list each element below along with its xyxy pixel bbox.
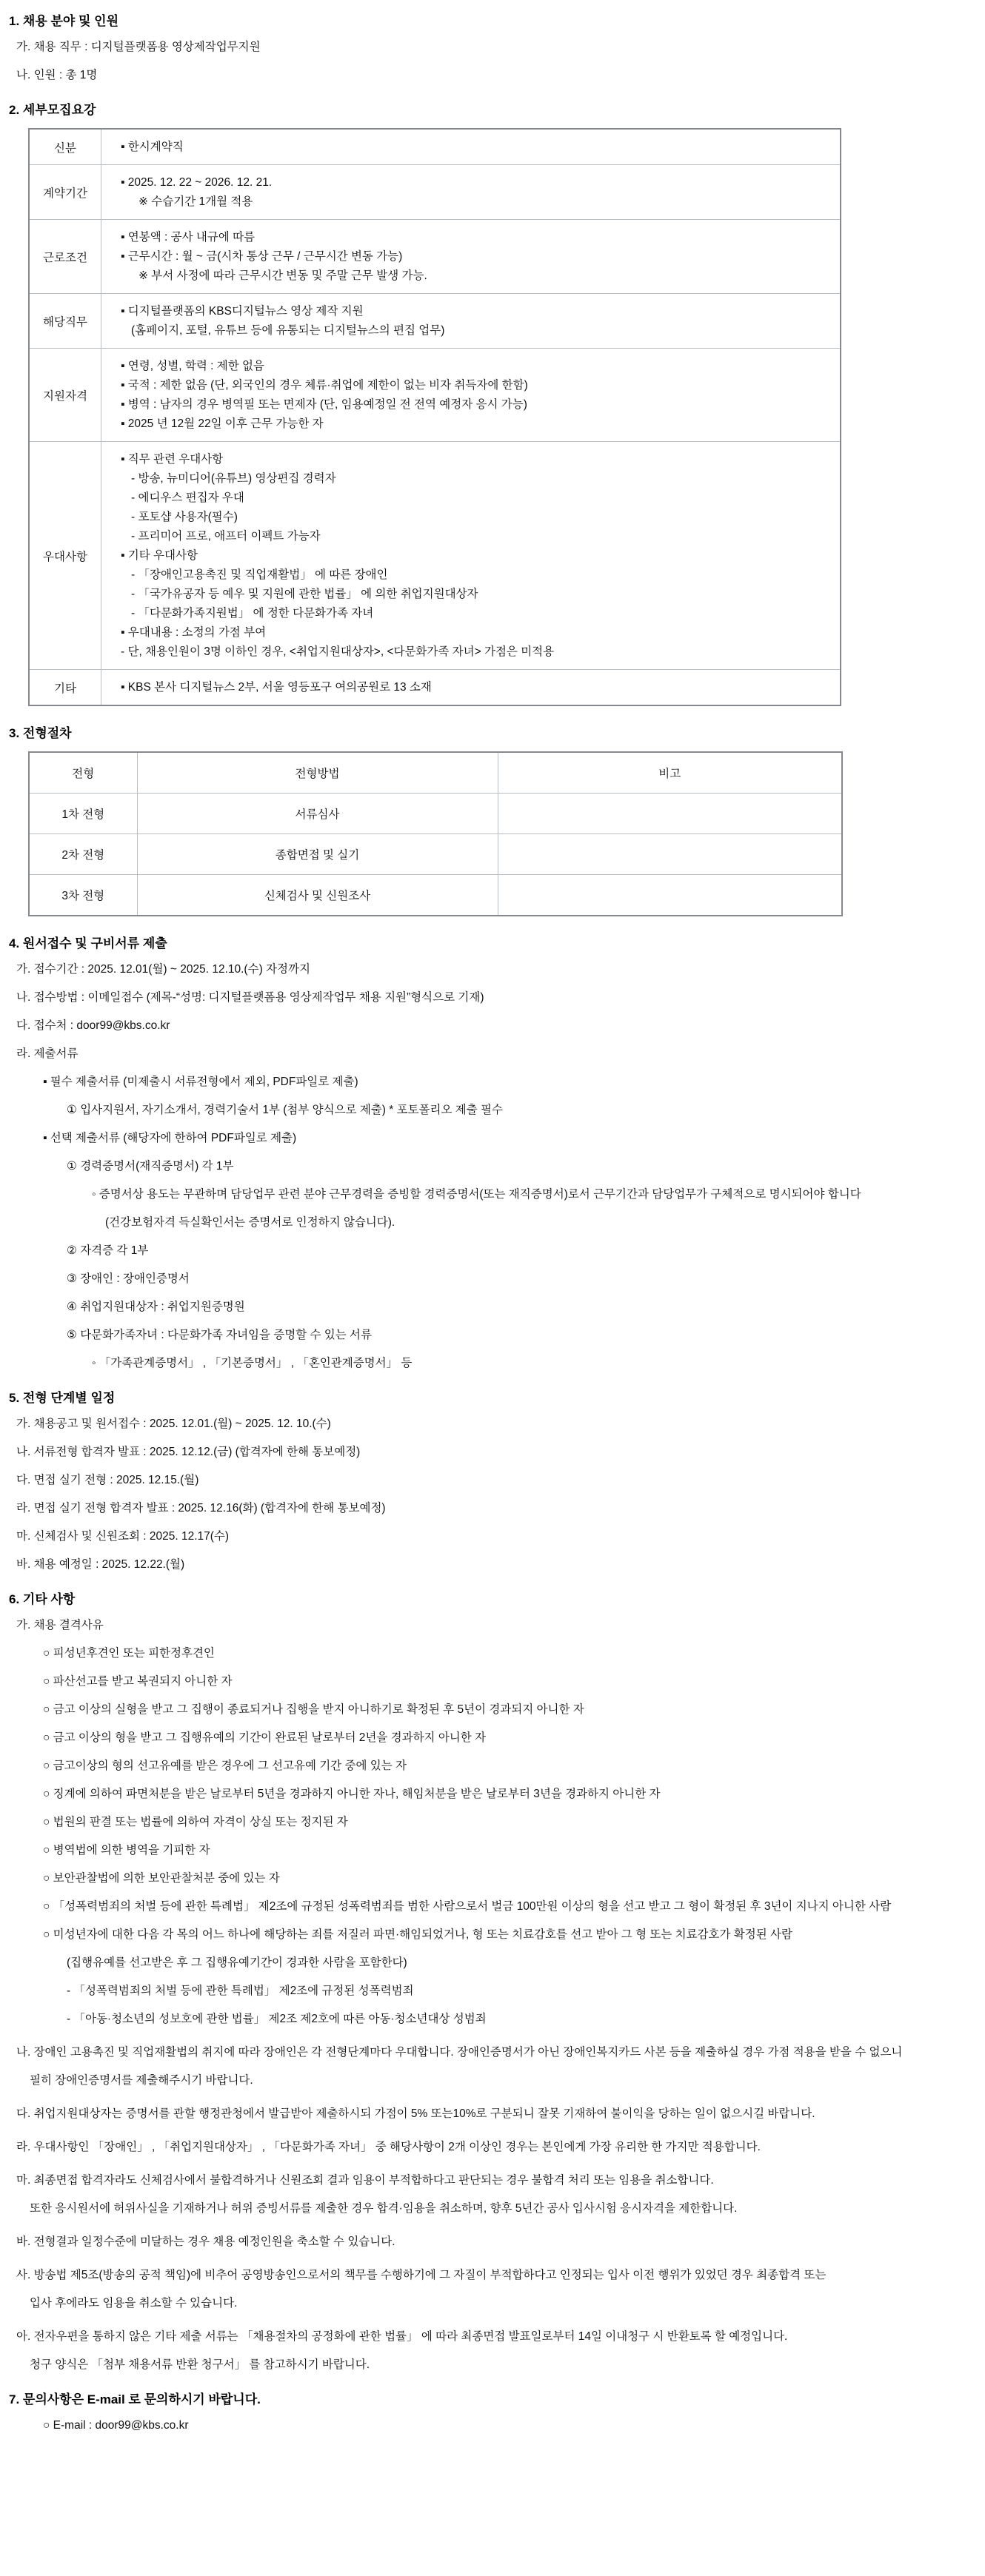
text-line: ○ 보안관찰법에 의한 보안관찰처분 중에 있는 자 <box>43 1872 280 1885</box>
table-row <box>29 220 841 294</box>
cell-line: - 「다문화가족지원법」 에 정한 다문화가족 자녀 <box>131 607 374 620</box>
text-line: 또한 응시원서에 허위사실을 기재하거나 허위 증빙서류를 제출한 경우 합격·임용을 취소하며, 향후 5년간 공사 입사시험 응시자격을 제한합니다. <box>30 2202 738 2215</box>
section-title: 7. 문의사항은 E-mail 로 문의하시기 바랍니다. <box>9 2392 261 2406</box>
cell-line: - 에디우스 편집자 우대 <box>131 492 244 504</box>
header-cell: 전형 <box>29 752 137 794</box>
section-selection-procedure <box>9 722 967 916</box>
cell-line: - 단, 채용인원이 3명 이하인 경우, <취업지원대상자>, <다문화가족 자녀> 가점은 미적용 <box>121 645 555 658</box>
row-label: 지원자격 <box>29 349 101 442</box>
text-line: 라. 면접 실기 전형 합격자 발표 : 2025. 12.16(화) (합격자에 한해 통보예정) <box>16 1502 386 1515</box>
cell-line: ▪ 한시계약직 <box>121 141 184 153</box>
header-cell: 비고 <box>498 752 842 794</box>
row-label: 우대사항 <box>29 442 101 670</box>
table-row <box>29 834 842 875</box>
text-line: 청구 양식은 「첨부 채용서류 반환 청구서」 를 참고하시기 바랍니다. <box>30 2358 370 2371</box>
text-line: ▪ 필수 제출서류 (미제출시 서류전형에서 제외, PDF파일로 제출) <box>43 1076 358 1088</box>
text-line: 마. 신체검사 및 신원조회 : 2025. 12.17(수) <box>16 1530 230 1543</box>
text-line: ② 자격증 각 1부 <box>67 1244 149 1257</box>
section-title: 3. 전형절차 <box>9 726 72 740</box>
table-row <box>29 875 842 916</box>
row-content <box>101 165 841 220</box>
table-cell: 종합면접 및 실기 <box>137 834 498 875</box>
cell-line: ▪ KBS 본사 디지털뉴스 2부, 서울 영등포구 여의공원로 13 소재 <box>121 681 432 694</box>
row-content <box>101 220 841 294</box>
text-line: - 「성폭력범죄의 처벌 등에 관한 특례법」 제2조에 규정된 성폭력범죄 <box>67 1985 414 1997</box>
section-title: 6. 기타 사항 <box>9 1592 76 1606</box>
section-recruit-field <box>9 10 967 83</box>
text-line: ③ 장애인 : 장애인증명서 <box>67 1272 190 1285</box>
section-title: 4. 원서접수 및 구비서류 제출 <box>9 936 167 950</box>
table-cell <box>498 875 842 916</box>
text-line: ○ 파산선고를 받고 복권되지 아니한 자 <box>43 1675 233 1688</box>
text-line: 다. 면접 실기 전형 : 2025. 12.15.(월) <box>16 1474 199 1486</box>
cell-line: - 「국가유공자 등 예우 및 지원에 관한 법률」 에 의한 취업지원대상자 <box>131 588 478 600</box>
section-lines <box>9 2418 967 2433</box>
text-line: ○ 금고 이상의 실형을 받고 그 집행이 종료되거나 집행을 받지 아니하기로 확정된 후 5년이 경과되지 아니한 자 <box>43 1703 584 1716</box>
cell-line: ▪ 디지털플랫폼의 KBS디지털뉴스 영상 제작 지원 <box>121 305 364 318</box>
text-line: - 「아동·청소년의 성보호에 관한 법률」 제2조 제2호에 따른 아동·청소년대상 성범죄 <box>67 2013 487 2025</box>
section-lines <box>9 962 967 1371</box>
text-line: ○ 법원의 판결 또는 법률에 의하여 자격이 상실 또는 정지된 자 <box>43 1816 348 1828</box>
cell-line: ▪ 병역 : 남자의 경우 병역필 또는 면제자 (단, 임용예정일 전 전역 예정자 응시 가능) <box>121 398 527 411</box>
cell-line: ▪ 2025. 12. 22 ~ 2026. 12. 21. <box>121 176 273 189</box>
text-line: ○ 「성폭력범죄의 처벌 등에 관한 특례법」 제2조에 규정된 성폭력범죄를 범한 사람으로서 벌금 100만원 이상의 형을 선고 받고 그 형이 확정된 후 3년이 지나지 아니한 사람 <box>43 1900 892 1913</box>
requirements-table <box>28 128 841 706</box>
text-line: 가. 접수기간 : 2025. 12.01(월) ~ 2025. 12.10.(수) 자정까지 <box>16 963 310 976</box>
text-line: ○ 금고 이상의 형을 받고 그 집행유예의 기간이 완료된 날로부터 2년을 경과하지 아니한 자 <box>43 1731 487 1744</box>
section-lines <box>9 1416 967 1572</box>
table-row <box>29 794 842 834</box>
text-line: 아. 전자우편을 통하지 않은 기타 제출 서류는 「채용절차의 공정화에 관한 법률」 에 따라 최종면접 발표일로부터 14일 이내청구 시 반환토록 할 예정입니다. <box>16 2330 788 2343</box>
table-cell: 서류심사 <box>137 794 498 834</box>
text-line: 입사 후에라도 임용을 취소할 수 있습니다. <box>30 2297 238 2310</box>
table-row <box>29 442 841 670</box>
section-title: 2. 세부모집요강 <box>9 103 96 117</box>
section-schedule <box>9 1387 967 1572</box>
table-cell: 3차 전형 <box>29 875 137 916</box>
text-line: ◦ 「가족관계증명서」 , 「기본증명서」 , 「혼인관계증명서」 등 <box>92 1357 413 1369</box>
text-line: 가. 채용 결격사유 <box>16 1619 104 1631</box>
text-line: ▪ 선택 제출서류 (해당자에 한하여 PDF파일로 제출) <box>43 1132 297 1144</box>
row-content <box>101 294 841 349</box>
text-line: ◦ 증명서상 용도는 무관하며 담당업무 관련 분야 근무경력을 증빙할 경력증명서(또는 재직증명서)로서 근무기간과 담당업무가 구체적으로 명시되어야 합니다 <box>92 1188 861 1201</box>
table-header-row <box>29 752 842 794</box>
text-line: ○ 징계에 의하여 파면처분을 받은 날로부터 5년을 경과하지 아니한 자나, 해임처분을 받은 날로부터 3년을 경과하지 아니한 자 <box>43 1788 661 1800</box>
cell-line: ▪ 우대내용 : 소정의 가점 부여 <box>121 626 267 639</box>
section-detail-requirements <box>9 99 967 706</box>
section-title: 1. 채용 분야 및 인원 <box>9 14 119 28</box>
cell-line: ▪ 직무 관련 우대사항 <box>121 453 224 466</box>
cell-line: - 「장애인고용촉진 및 직업재활법」 에 따른 장애인 <box>131 568 388 581</box>
row-label: 근로조건 <box>29 220 101 294</box>
cell-line: ▪ 국적 : 제한 없음 (단, 외국인의 경우 체류·취업에 제한이 없는 비자 취득자에 한함) <box>121 379 528 392</box>
text-line: 사. 방송법 제5조(방송의 공적 책임)에 비추어 공영방송인으로서의 책무를 수행하기에 그 자질이 부적합하다고 인정되는 입사 이전 행위가 있었던 경우 최종합격 또는 <box>16 2269 827 2281</box>
text-line: 바. 전형결과 일정수준에 미달하는 경우 채용 예정인원을 축소할 수 있습니다. <box>16 2235 395 2248</box>
text-line: 다. 취업지원대상자는 증명서를 관할 행정관청에서 발급받아 제출하시되 가점이 5% 또는10%로 구분되니 잘못 기재하여 불이익을 당하는 일이 없으시길 바랍니다. <box>16 2107 815 2120</box>
cell-line: ▪ 근무시간 : 월 ~ 금(시차 통상 근무 / 근무시간 변동 가능) <box>121 250 403 263</box>
header-cell: 전형방법 <box>137 752 498 794</box>
cell-line: - 방송, 뉴미디어(유튜브) 영상편집 경력자 <box>131 472 336 485</box>
text-line: 나. 장애인 고용촉진 및 직업재활법의 취지에 따라 장애인은 각 전형단계마다 우대합니다. 장애인증명서가 아닌 장애인복지카드 사본 등을 제출하실 경우 가점 적용을 받을 수 없으니 <box>16 2046 903 2059</box>
row-label: 기타 <box>29 670 101 706</box>
table-row <box>29 165 841 220</box>
text-line: 가. 채용 직무 : 디지털플랫폼용 영상제작업무지원 <box>16 41 261 53</box>
text-line: 다. 접수처 : door99@kbs.co.kr <box>16 1019 170 1032</box>
row-content <box>101 442 841 670</box>
text-line: ○ 금고이상의 형의 선고유예를 받은 경우에 그 선고유예 기간 중에 있는 자 <box>43 1760 407 1772</box>
text-line: (건강보험자격 득실확인서는 증명서로 인정하지 않습니다). <box>105 1216 395 1229</box>
table-row <box>29 349 841 442</box>
cell-line: - 포토샵 사용자(필수) <box>131 511 238 523</box>
cell-line: ※ 부서 사정에 따라 근무시간 변동 및 주말 근무 발생 가능. <box>138 269 427 282</box>
cell-line: - 프리미어 프로, 애프터 이펙트 가능자 <box>131 530 321 543</box>
text-line: ○ 병역법에 의한 병역을 기피한 자 <box>43 1844 210 1856</box>
text-line: ○ 미성년자에 대한 다음 각 목의 어느 하나에 해당하는 죄를 저질러 파면·해임되었거나, 형 또는 치료감호를 선고 받아 그 형 또는 치료감호가 확정된 사람 <box>43 1928 792 1941</box>
text-line: ④ 취업지원대상자 : 취업지원증명원 <box>67 1301 245 1313</box>
text-line: 가. 채용공고 및 원서접수 : 2025. 12.01.(월) ~ 2025. 12. 10.(수) <box>16 1418 331 1430</box>
text-line: ① 경력증명서(재직증명서) 각 1부 <box>67 1160 234 1173</box>
text-line: 나. 인원 : 총 1명 <box>16 69 98 81</box>
text-line: ○ E-mail : door99@kbs.co.kr <box>43 2419 189 2432</box>
table-cell <box>498 794 842 834</box>
cell-line: ▪ 기타 우대사항 <box>121 549 198 562</box>
section-lines <box>9 1617 967 2372</box>
text-line: 나. 서류전형 합격자 발표 : 2025. 12.12.(금) (합격자에 한해 통보예정) <box>16 1446 361 1458</box>
text-line: ① 입사지원서, 자기소개서, 경력기술서 1부 (첨부 양식으로 제출) * 포토폴리오 제출 필수 <box>67 1104 503 1116</box>
table-cell: 2차 전형 <box>29 834 137 875</box>
text-line: 바. 채용 예정일 : 2025. 12.22.(월) <box>16 1558 185 1571</box>
table-cell <box>498 834 842 875</box>
row-content <box>101 129 841 165</box>
text-line: 라. 우대사항인 「장애인」 , 「취업지원대상자」 , 「다문화가족 자녀」 중 해당사항이 2개 이상인 경우는 본인에게 가장 유리한 한 가지만 적용합니다. <box>16 2141 761 2153</box>
row-label: 신분 <box>29 129 101 165</box>
text-line: ⑤ 다문화가족자녀 : 다문화가족 자녀임을 증명할 수 있는 서류 <box>67 1329 373 1341</box>
text-line: 마. 최종면접 합격자라도 신체검사에서 불합격하거나 신원조회 결과 임용이 부적합하다고 판단되는 경우 불합격 처리 또는 임용을 취소합니다. <box>16 2174 714 2187</box>
text-line: 필히 장애인증명서를 제출해주시기 바랍니다. <box>30 2074 253 2087</box>
section-other-matters <box>9 1589 967 2372</box>
row-content <box>101 670 841 706</box>
cell-line: ▪ 연령, 성별, 학력 : 제한 없음 <box>121 360 264 372</box>
table-row <box>29 670 841 706</box>
section-lines <box>9 39 967 83</box>
text-line: 나. 접수방법 : 이메일접수 (제목-“성명: 디지털플랫폼용 영상제작업무 채용 지원”형식으로 기재) <box>16 991 484 1004</box>
text-line: (집행유예를 선고받은 후 그 집행유예기간이 경과한 사람을 포함한다) <box>67 1956 407 1969</box>
table-row <box>29 294 841 349</box>
row-label: 해당직무 <box>29 294 101 349</box>
text-line: 라. 제출서류 <box>16 1047 79 1060</box>
table-cell: 신체검사 및 신원조사 <box>137 875 498 916</box>
row-label: 계약기간 <box>29 165 101 220</box>
cell-line: (홈페이지, 포털, 유튜브 등에 유통되는 디지털뉴스의 편집 업무) <box>131 324 445 337</box>
cell-line: ▪ 2025 년 12월 22일 이후 근무 가능한 자 <box>121 417 324 430</box>
row-content <box>101 349 841 442</box>
section-application-submission <box>9 933 967 1371</box>
section-title: 5. 전형 단계별 일정 <box>9 1391 116 1405</box>
cell-line: ※ 수습기간 1개월 적용 <box>138 195 253 208</box>
procedure-table <box>28 751 843 916</box>
table-row <box>29 129 841 165</box>
document-body <box>9 10 967 2433</box>
section-inquiry <box>9 2389 967 2433</box>
text-line: ○ 피성년후견인 또는 피한정후견인 <box>43 1647 215 1660</box>
table-cell: 1차 전형 <box>29 794 137 834</box>
cell-line: ▪ 연봉액 : 공사 내규에 따름 <box>121 231 256 244</box>
